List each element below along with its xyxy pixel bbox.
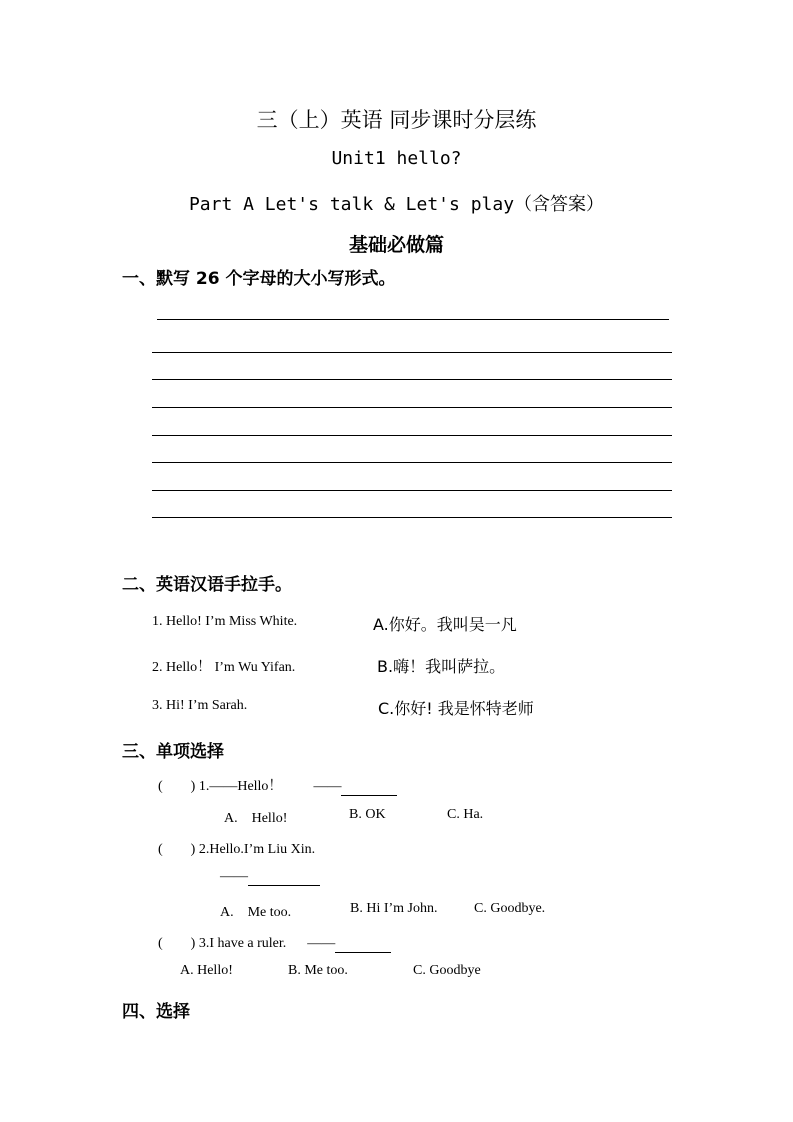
q2-reply	[220, 869, 320, 886]
answer-blank[interactable]	[341, 779, 397, 796]
writing-line	[152, 379, 672, 380]
writing-line	[152, 462, 672, 463]
match-english-2: 2. Hello！ I’m Wu Yifan.	[152, 660, 296, 675]
answer-blank[interactable]	[248, 869, 320, 886]
q2-option-c[interactable]: C. Goodbye.	[474, 901, 546, 916]
q1-option-b[interactable]: B. OK	[349, 807, 386, 822]
question-2	[158, 838, 315, 858]
question-stem: 3.I have a ruler.	[198, 936, 287, 951]
section4-heading: 四、选择	[122, 1002, 190, 1022]
q3-option-a[interactable]: A. Hello!	[180, 963, 233, 978]
writing-line	[157, 319, 669, 320]
question-stem: 2.Hello.I’m Liu Xin.	[198, 842, 316, 857]
q2-option-b[interactable]: B. Hi I’m John.	[350, 901, 438, 916]
question-3	[158, 932, 391, 953]
answer-blank[interactable]	[335, 936, 391, 953]
answer-paren[interactable]: ( )	[158, 779, 196, 794]
q3-option-b[interactable]: B. Me too.	[288, 963, 348, 978]
reply-dash: ——	[220, 869, 248, 884]
section3-heading: 三、单项选择	[122, 742, 224, 762]
q1-option-a[interactable]: A. Hello!	[224, 811, 288, 826]
q2-option-a[interactable]: A. Me too.	[220, 905, 292, 920]
answer-paren[interactable]: ( )	[158, 842, 196, 857]
section1-heading: 一、默写 26 个字母的大小写形式。	[122, 269, 396, 289]
writing-line	[152, 435, 672, 436]
writing-line	[152, 407, 672, 408]
reply-dash: ——	[307, 936, 336, 951]
part-title: Part A Let's talk & Let's play（含答案）	[188, 194, 605, 215]
writing-line	[152, 517, 672, 518]
match-english-3: 3. Hi! I’m Sarah.	[152, 698, 248, 713]
answer-paren[interactable]: ( )	[158, 936, 196, 951]
match-english-1: 1. Hello! I’m Miss White.	[152, 614, 298, 629]
level-title: 基础必做篇	[348, 234, 444, 256]
match-chinese-c: C.你好! 我是怀特老师	[378, 699, 534, 718]
worksheet-title: 三（上）英语 同步课时分层练	[256, 108, 537, 132]
unit-title: Unit1 hello?	[331, 148, 462, 169]
match-chinese-a: A.你好。我叫吴一凡	[373, 615, 517, 634]
question-stem: 1.——Hello！	[198, 779, 283, 794]
section2-heading: 二、英语汉语手拉手。	[122, 575, 292, 595]
reply-dash: ——	[313, 779, 342, 794]
q1-option-c[interactable]: C. Ha.	[447, 807, 484, 822]
writing-line	[152, 352, 672, 353]
q3-option-c[interactable]: C. Goodbye	[413, 963, 481, 978]
question-1	[158, 775, 397, 796]
match-chinese-b: B.嗨！我叫萨拉。	[377, 657, 506, 676]
writing-line	[152, 490, 672, 491]
